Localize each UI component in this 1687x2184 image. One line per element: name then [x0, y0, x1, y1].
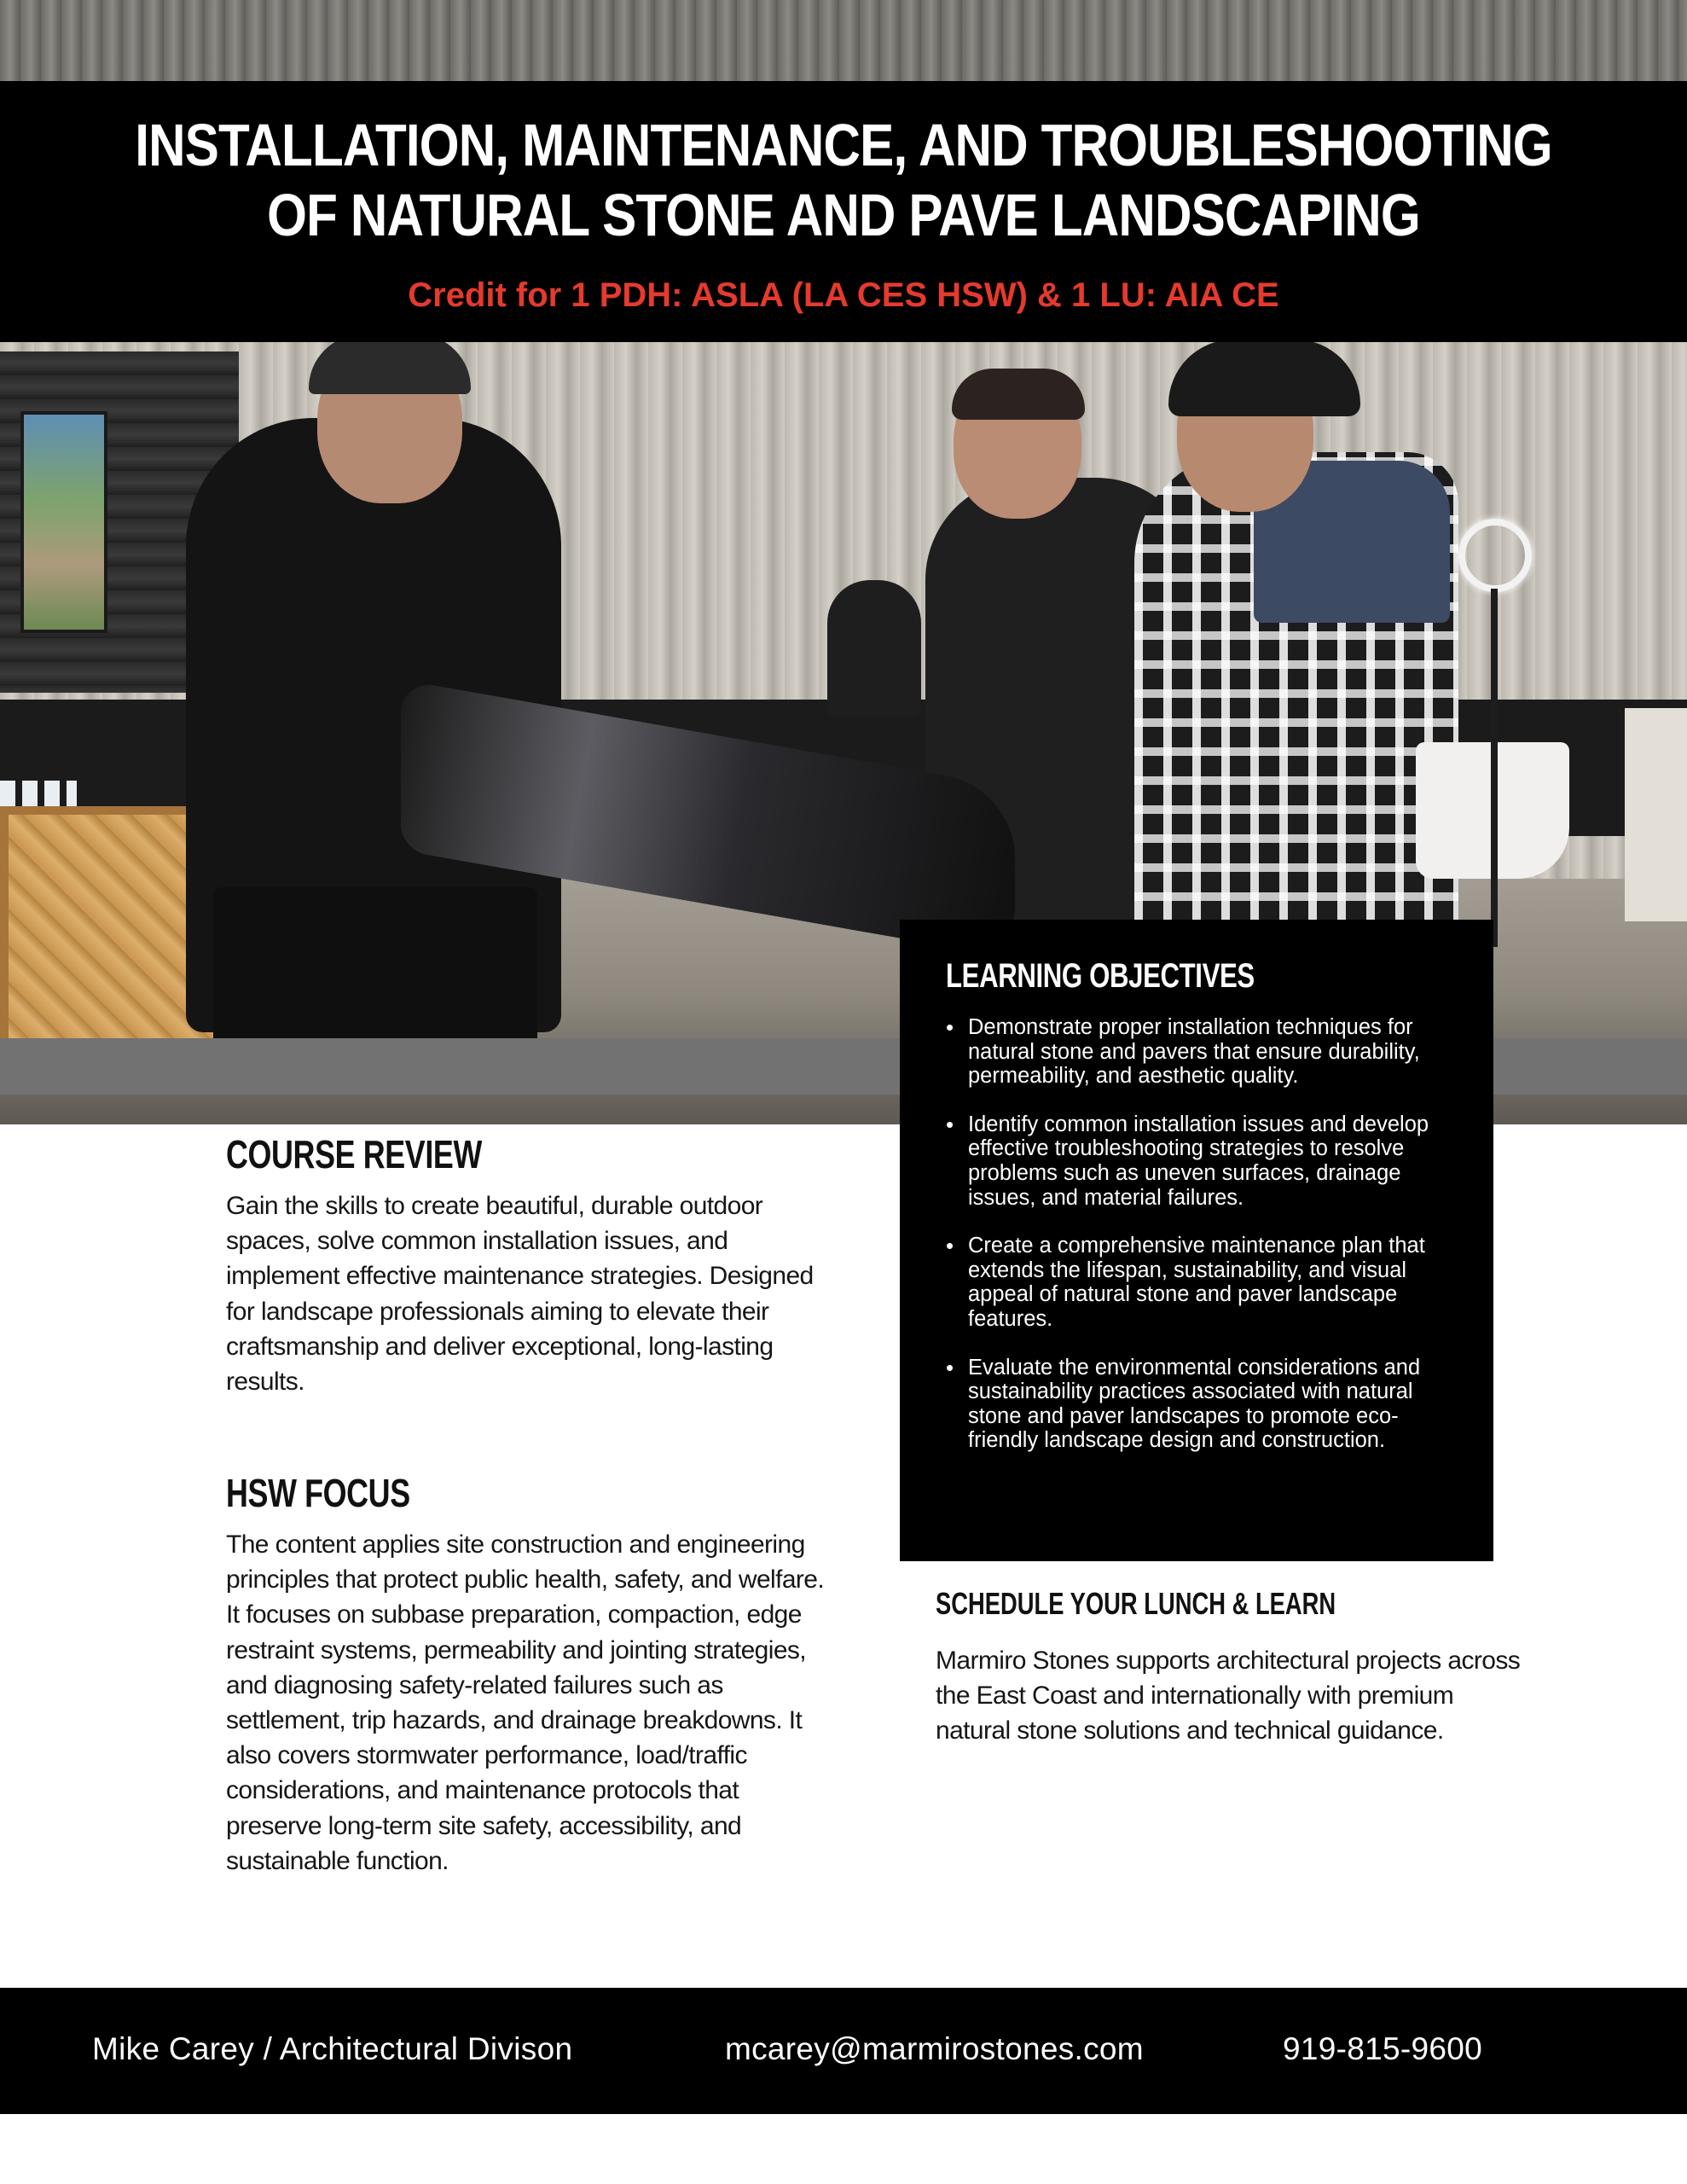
objective-item: • Demonstrate proper installation techniques for natural stone and pavers that ensure durability, permeability, and aesthetic quality. — [946, 1015, 1459, 1089]
course-review-text: Gain the skills to create beautiful, durable outdoor spaces, solve common installation issues, and implement effective maintenance strategies. Designed for landscape professionals aiming to elevate their craftsmanship and deliver exceptional, long-lasting results. — [226, 1192, 814, 1397]
display-poster — [20, 411, 107, 633]
page-title — [118, 110, 1568, 250]
objective-item: • Create a comprehensive maintenance plan that extends the lifespan, sustainability, and visual appeal of natural stone and paver landscape features. — [946, 1234, 1459, 1331]
ring-light-stand — [1491, 589, 1498, 947]
page-title-line-1: INSTALLATION, MAINTENANCE, AND TROUBLESHOOTING — [135, 112, 1552, 178]
hsw-focus-heading: HSW FOCUS — [226, 1471, 410, 1515]
page-title-line-2: OF NATURAL STONE AND PAVE LANDSCAPING — [267, 182, 1420, 248]
objective-item: • Evaluate the environmental considerations and sustainability practices associated with natural stone and paver landscapes to promote eco-friendly landscape design and construction. — [946, 1356, 1459, 1453]
hsw-focus-text: The content applies site construction and engineering principles that protect public health, safety, and welfare. It focuses on subbase preparation, compaction, edge restraint systems, permeability and jointing strategies, and diagnosing safety-related failures such as settlement, trip hazards, and drainage breakdowns. It also covers stormwater performance, load/traffic considerations, and maintenance protocols that preserve long-term site safety, accessibility, and sustainable function. — [226, 1531, 825, 1875]
credit-subtitle: Credit for 1 PDH: ASLA (LA CES HSW) & 1 LU: AIA CE — [408, 276, 1279, 314]
learning-objectives-list — [946, 1015, 1459, 1453]
contact-phone-link[interactable]: 919-815-9600 — [1283, 2031, 1483, 2066]
presenter-right-cap — [1168, 340, 1360, 416]
background-person-at-laptop — [827, 580, 921, 717]
contact-name: Mike Carey / Architectural Divison — [92, 2031, 573, 2066]
warehouse-ceiling — [0, 0, 1687, 94]
learning-objectives-box — [900, 920, 1493, 1561]
contact-email-link[interactable]: mcarey@marmirostones.com — [725, 2031, 1144, 2066]
presenter-center-hair — [952, 369, 1085, 420]
ring-light — [1458, 519, 1532, 592]
stone-slab-sample — [1625, 708, 1687, 921]
learning-objectives-heading: LEARNING OBJECTIVES — [946, 957, 1255, 995]
course-review-heading: COURSE REVIEW — [226, 1132, 482, 1176]
contact-footer — [0, 1988, 1687, 2114]
schedule-text: Marmiro Stones supports architectural projects across the East Coast and internationally with premium natural stone solutions and technical guidance. — [936, 1647, 1521, 1745]
objective-item: • Identify common installation issues and develop effective troubleshooting strategies to resolve problems such as uneven surfaces, drainage issues, and material failures. — [946, 1112, 1459, 1210]
presenter-left-cap — [309, 334, 471, 394]
title-banner — [0, 81, 1687, 342]
schedule-heading: SCHEDULE YOUR LUNCH & LEARN — [936, 1586, 1336, 1621]
